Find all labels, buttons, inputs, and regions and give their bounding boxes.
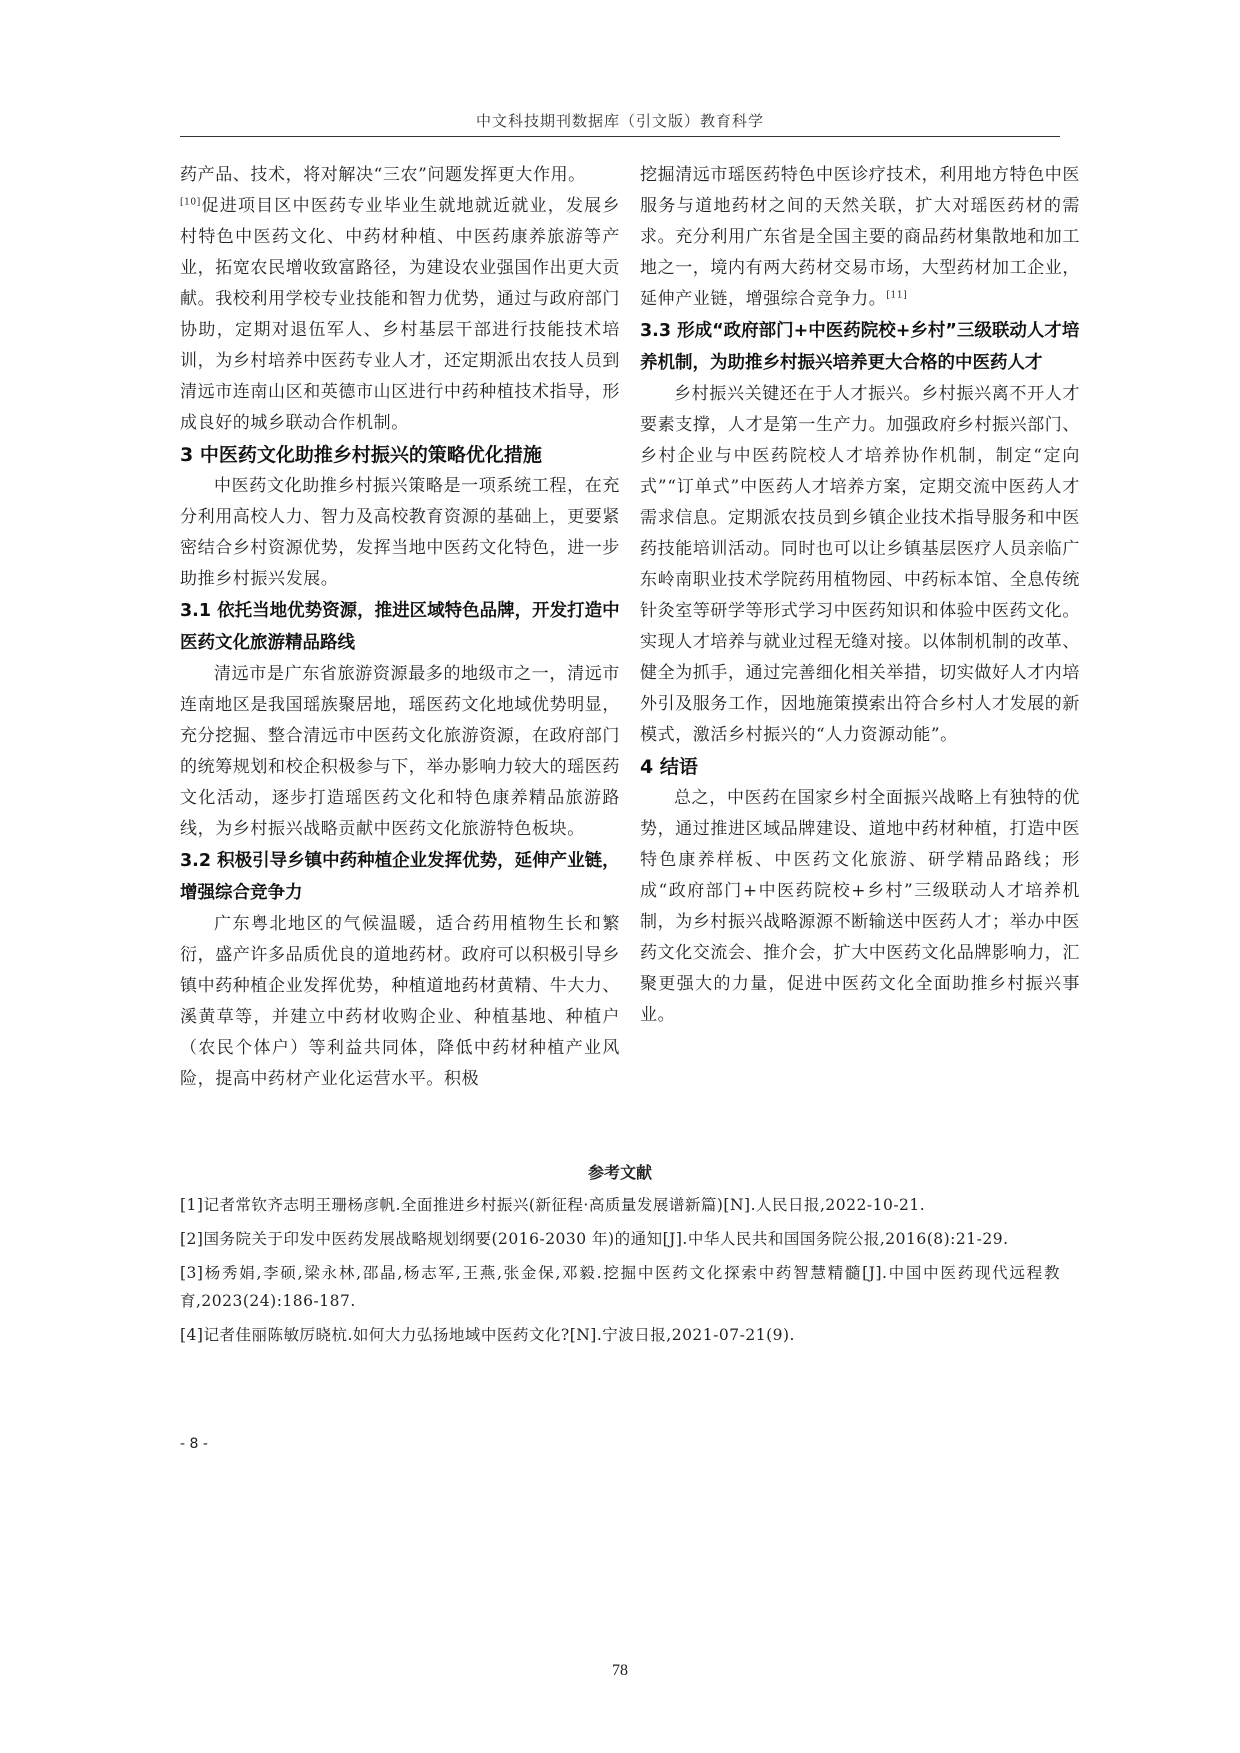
journal-header: 中文科技期刊数据库（引文版）教育科学	[475, 112, 764, 130]
left-paragraph-1b: [10]促进项目区中医药专业毕业生就地就近就业，发展乡村特色中医药文化、中药材种植、中医药康养旅游等产业，拓宽农民增收致富路径，为建设农业强国作出更大贡献。我校利用学校专业技能和智力优势，通过与政府部门协助，定期对退伍军人、乡村基层干部进行技能技术培训，为乡村培养中医药专业人才，还定期派出农技人员到清远市连南山区和英德市山区进行中药种植技术指导，形成良好的城乡联动合作机制。	[180, 196, 620, 433]
section-3-2-heading: 3.2 积极引导乡镇中药种植企业发挥优势，延伸产业链，增强综合竞争力	[180, 851, 620, 903]
section-3-3-heading: 3.3 形成“政府部门+中医药院校+乡村”三级联动人才培养机制，为助推乡村振兴培养更大合格的中医药人才	[640, 321, 1080, 373]
reference-item-4: [4]记者佳丽陈敏厉晓杭.如何大力弘扬地域中医药文化?[N].宁波日报,2021-07-21(9).	[180, 1326, 795, 1344]
section-3-1-paragraph: 清远市是广东省旅游资源最多的地级市之一，清远市连南地区是我国瑶族聚居地，瑶医药文化地域优势明显，充分挖掘、整合清远市中医药文化旅游资源，在政府部门的统筹规划和校企积极参与下，举办影响力较大的瑶医药文化活动，逐步打造瑶医药文化和特色康养精品旅游路线，为乡村振兴战略贡献中医药文化旅游特色板块。	[180, 664, 620, 839]
reference-item-1: [1]记者常钦齐志明王珊杨彦帆.全面推进乡村振兴(新征程·高质量发展谱新篇)[N].人民日报,2022-10-21.	[180, 1196, 926, 1214]
right-column	[640, 160, 1080, 1031]
page-number: 78	[612, 1662, 628, 1679]
section-3-paragraph: 中医药文化助推乡村振兴策略是一项系统工程，在充分利用高校人力、智力及高校教育资源的基础上，更要紧密结合乡村资源优势，发挥当地中医药文化特色，进一步助推乡村振兴发展。	[180, 476, 620, 589]
section-4-paragraph: 总之，中医药在国家乡村全面振兴战略上有独特的优势，通过推进区域品牌建设、道地中药材种植，打造中医特色康养样板、中医药文化旅游、研学精品路线；形成“政府部门+中医药院校+乡村”三级联动人才培养机制，为乡村振兴战略源源不断输送中医药人才；举办中医药文化交流会、推介会，扩大中医药文化品牌影响力，汇聚更强大的力量，促进中医药文化全面助推乡村振兴事业。	[640, 788, 1080, 1025]
reference-item-2: [2]国务院关于印发中医药发展战略规划纲要(2016-2030 年)的通知[J].中华人民共和国国务院公报,2016(8):21-29.	[180, 1230, 1009, 1248]
section-3-heading: 3 中医药文化助推乡村振兴的策略优化措施	[180, 444, 542, 466]
section-3-2-paragraph: 广东粤北地区的气候温暖，适合药用植物生长和繁衍，盛产许多品质优良的道地药材。政府可以积极引导乡镇中药种植企业发挥优势，种植道地药材黄精、牛大力、溪黄草等，并建立中药材收购企业、种植基地、种植户（农民个体户）等利益共同体，降低中药材种植产业风险，提高中药材产业化运营水平。积极	[180, 914, 620, 1089]
reference-item-3: [3]杨秀娟,李硕,梁永林,邵晶,杨志军,王燕,张金保,邓毅.挖掘中医药文化探索中药智慧精髓[J].中国中医药现代远程教育,2023(24):186-187.	[180, 1264, 1060, 1310]
citation-11: [11]	[886, 290, 908, 301]
references-title: 参考文献	[587, 1163, 652, 1182]
left-paragraph-1: 药产品、技术，将对解决“三农”问题发挥更大作用。	[180, 165, 586, 185]
left-column	[180, 160, 620, 1095]
page-marker: - 8 -	[180, 1436, 208, 1452]
right-paragraph-1: 挖掘清远市瑶医药特色中医诊疗技术，利用地方特色中医服务与道地药材之间的天然关联，扩大对瑶医药材的需求。充分利用广东省是全国主要的商品药材集散地和加工地之一，境内有两大药材交易市场，大型药材加工企业，延伸产业链，增强综合竞争力。[11]	[640, 165, 1080, 309]
section-3-1-heading: 3.1 依托当地优势资源，推进区域特色品牌，开发打造中医药文化旅游精品路线	[180, 601, 620, 653]
section-4-heading: 4 结语	[640, 756, 698, 778]
references-section	[180, 1160, 1060, 1355]
section-3-3-paragraph: 乡村振兴关键还在于人才振兴。乡村振兴离不开人才要素支撑，人才是第一生产力。加强政府乡村振兴部门、乡村企业与中医药院校人才培养协作机制，制定“定向式”“订单式”中医药人才培养方案，定期交流中医药人才需求信息。定期派农技员到乡镇企业技术指导服务和中医药技能培训活动。同时也可以让乡镇基层医疗人员亲临广东岭南职业技术学院药用植物园、中药标本馆、全息传统针灸室等研学等形式学习中医药知识和体验中医药文化。实现人才培养与就业过程无缝对接。以体制机制的改革、健全为抓手，通过完善细化相关举措，切实做好人才内培外引及服务工作，因地施策摸索出符合乡村人才发展的新模式，激活乡村振兴的“人力资源动能”。	[640, 384, 1080, 745]
header-divider	[180, 136, 1060, 137]
citation-10: [10]	[180, 197, 201, 208]
